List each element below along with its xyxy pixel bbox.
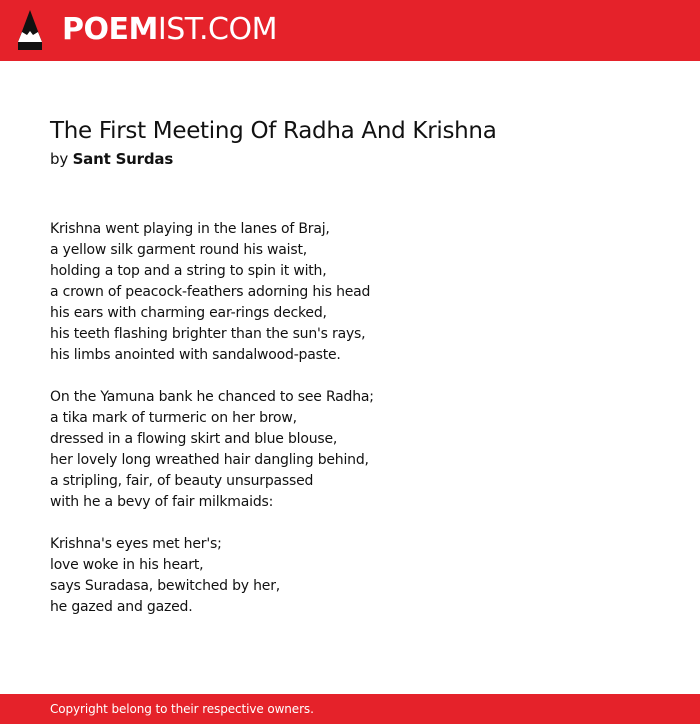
poem-stanza (50, 387, 650, 513)
poem-author: Sant Surdas (72, 150, 174, 168)
brand-light-part: IST.COM (157, 12, 277, 47)
copyright-text: Copyright belong to their respective owners. (50, 702, 314, 716)
poem-line: with he a bevy of fair milkmaids: (50, 494, 274, 510)
poem-stanza (50, 219, 650, 366)
poem-line: Krishna's eyes met her's; (50, 536, 222, 552)
poem-line: a tika mark of turmeric on her brow, (50, 410, 297, 426)
poem-line: he gazed and gazed. (50, 599, 193, 615)
poem-line: his teeth flashing brighter than the sun's rays, (50, 326, 366, 342)
poem-body (50, 219, 650, 639)
site-header (0, 0, 700, 61)
poem-stanza (50, 534, 650, 618)
poem-line: says Suradasa, bewitched by her, (50, 578, 281, 594)
poem-line: a stripling, fair, of beauty unsurpassed (50, 473, 314, 489)
byline-prefix: by (50, 150, 68, 168)
site-logo-text[interactable] (62, 12, 277, 48)
poem-line: a yellow silk garment round his waist, (50, 242, 307, 258)
poem-title: The First Meeting Of Radha And Krishna (50, 118, 497, 144)
poem-line: Krishna went playing in the lanes of Braj, (50, 221, 330, 237)
poem-line: holding a top and a string to spin it with, (50, 263, 327, 279)
poem-line: his ears with charming ear-rings decked, (50, 305, 327, 321)
poem-line: a crown of peacock-feathers adorning his head (50, 284, 371, 300)
poem-line: his limbs anointed with sandalwood-paste. (50, 347, 341, 363)
poem-line: love woke in his heart, (50, 557, 204, 573)
poem-line: On the Yamuna bank he chanced to see Radha; (50, 389, 374, 405)
pencil-tip-icon[interactable] (18, 10, 42, 50)
site-footer (0, 694, 700, 724)
poem-line: her lovely long wreathed hair dangling behind, (50, 452, 369, 468)
brand-bold-part: POEM (62, 12, 158, 47)
poem-line: dressed in a flowing skirt and blue blouse, (50, 431, 338, 447)
poem-byline (50, 148, 173, 170)
